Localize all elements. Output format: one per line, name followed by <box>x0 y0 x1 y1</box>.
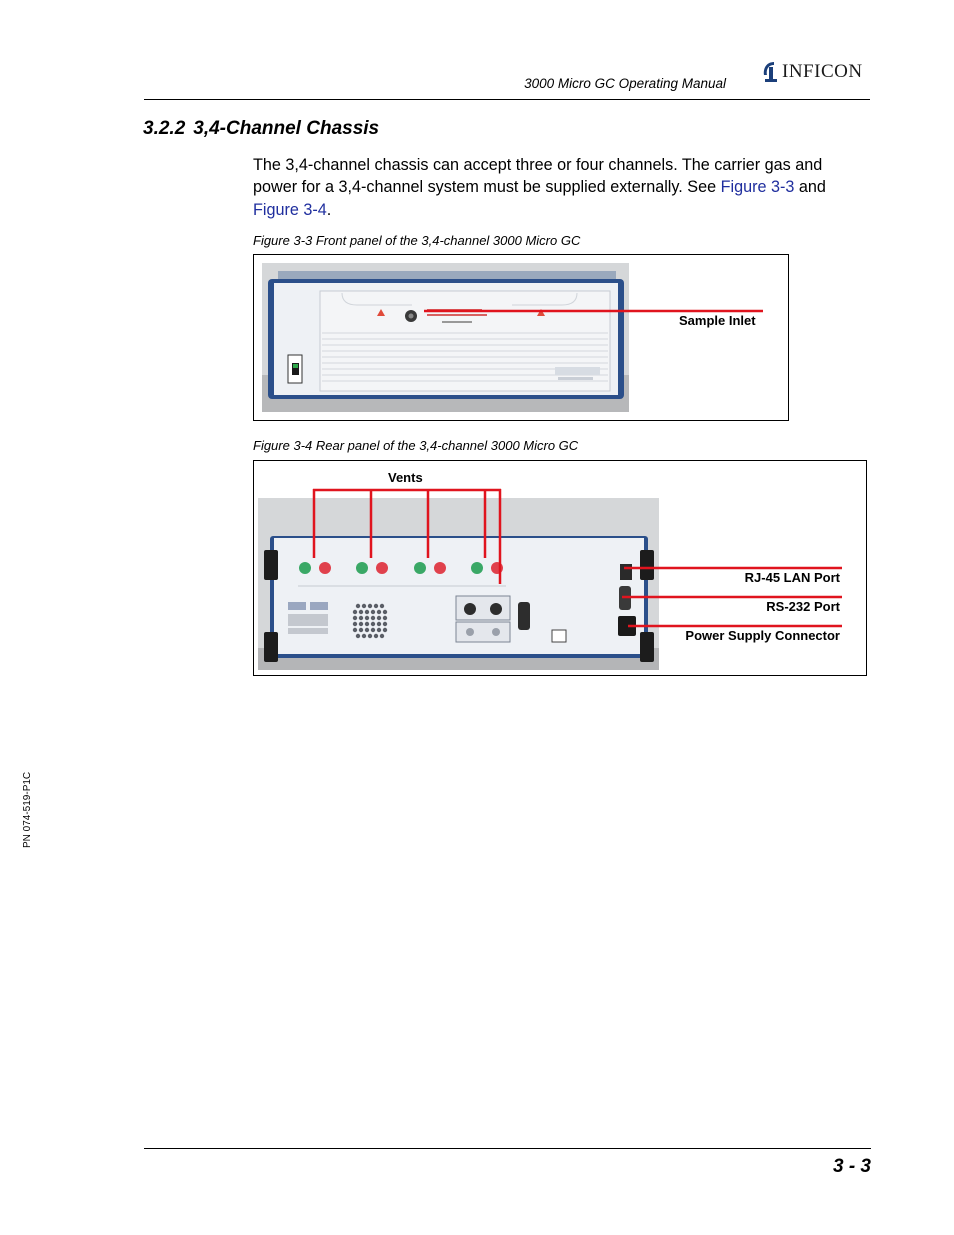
body-paragraph <box>253 154 863 221</box>
paragraph-text: and <box>794 178 826 197</box>
inficon-logo <box>760 60 872 84</box>
page-number: 3 - 3 <box>832 1156 871 1177</box>
figure-3-3-box <box>253 254 789 421</box>
manual-title: 3000 Micro GC Operating Manual <box>524 76 726 91</box>
section-title: 3,4-Channel Chassis <box>193 118 380 139</box>
paragraph-text: . <box>326 200 332 219</box>
paragraph-text: The 3,4-channel chassis can accept three or four channels. The carrier gas and power for a 3,4-channel system must be supplied externally. See <box>253 156 823 197</box>
rj45-lan-port-label: RJ-45 LAN Port <box>744 570 840 585</box>
sample-inlet-leader <box>254 255 788 420</box>
figure-3-3-caption: Figure 3-3 Front panel of the 3,4-channel 3000 Micro GC <box>253 233 581 248</box>
header-rule <box>144 99 870 100</box>
figure-3-4-box <box>253 460 867 676</box>
vents-label: Vents <box>388 470 423 485</box>
figure-3-3-link[interactable]: Figure 3-3 <box>720 178 795 197</box>
logo-wordmark: INFICON <box>782 61 863 82</box>
figure-3-4-caption: Figure 3-4 Rear panel of the 3,4-channel 3000 Micro GC <box>253 438 579 453</box>
sample-inlet-label: Sample Inlet <box>679 313 756 328</box>
power-supply-connector-label: Power Supply Connector <box>685 628 840 643</box>
part-number: PN 074-519-P1C <box>22 771 33 848</box>
figure-3-4-link[interactable]: Figure 3-4 <box>253 200 327 219</box>
footer-rule <box>144 1148 871 1149</box>
rs232-port-label: RS-232 Port <box>766 599 840 614</box>
inficon-logo-icon <box>760 60 782 84</box>
section-heading <box>143 118 379 140</box>
section-number: 3.2.2 <box>143 118 186 139</box>
